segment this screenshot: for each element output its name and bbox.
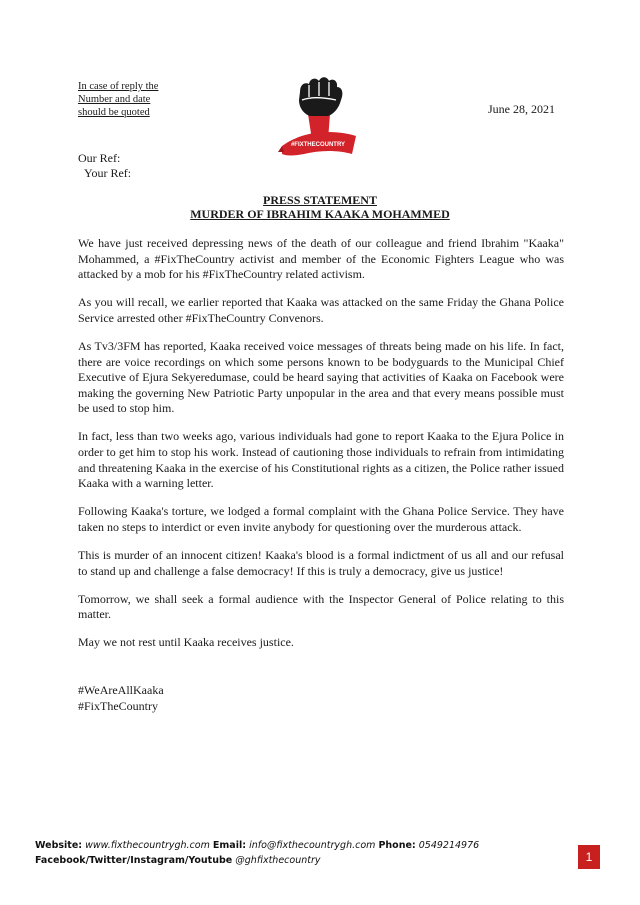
reply-note-line: Number and date: [78, 94, 151, 105]
phone-number: 0549214976: [418, 840, 480, 851]
contact-footer: [35, 838, 479, 868]
email-label: Email:: [212, 840, 247, 851]
page-number-badge: 1: [578, 845, 600, 869]
footer-social-line: [35, 853, 479, 868]
heading-subtitle: MURDER OF IBRAHIM KAAKA MOHAMMED: [190, 207, 450, 221]
hashtag: #WeAreAllKaaka: [78, 683, 164, 697]
fixthecountry-logo: [278, 70, 358, 160]
document-heading: [0, 193, 640, 221]
reply-note-line: In case of reply the: [78, 81, 159, 92]
paragraph: Following Kaaka's torture, we lodged a formal complaint with the Ghana Police Service. They have taken no steps to interdict or even invite anybody for questioning over the murderous attack.: [78, 504, 564, 534]
website-link[interactable]: www.fixthecountrygh.com: [85, 840, 210, 851]
email-link[interactable]: info@fixthecountrygh.com: [249, 840, 376, 851]
logo-banner-text: #FIXTHECOUNTRY: [290, 142, 346, 148]
statement-body: [78, 236, 564, 663]
paragraph: As you will recall, we earlier reported that Kaaka was attacked on the same Friday the Ghana Police Service arrested other #FixTheCountry Convenors.: [78, 295, 564, 325]
paragraph: May we not rest until Kaaka receives justice.: [78, 635, 294, 650]
statement-date: June 28, 2021: [488, 102, 555, 116]
paragraph: This is murder of an innocent citizen! Kaaka's blood is a formal indictment of us all and our refusal to stand up and challenge a false democracy! If this is truly a democracy, give us justice!: [78, 548, 564, 578]
raised-fist-icon: [299, 77, 342, 140]
hashtag: #FixTheCountry: [78, 699, 158, 713]
hashtag-block: [78, 682, 164, 714]
paragraph: As Tv3/3FM has reported, Kaaka received voice messages of threats being made on his life. In fact, there are voice recordings on which some persons known to be bodyguards to the Municipal Chief Executive of Ejura Sekyeredumase, could be heard saying that activities of Kaaka on Facebook were making the governing New Patriotic Party unpopular in the area and that every means possible must be used to stop him.: [78, 338, 564, 416]
reply-note-line: should be quoted: [78, 107, 150, 118]
paragraph: In fact, less than two weeks ago, various individuals had gone to report Kaaka to the Ejura Police in order to get him to stop his work. Instead of cautioning those individuals to refrain from intimidating and threatening Kaaka in the exercise of his Constitutional rights as a citizen, the Police rather issued Kaaka with a warning letter.: [78, 429, 564, 491]
paragraph: Tomorrow, we shall seek a formal audience with the Inspector General of Police relating to this matter.: [78, 591, 564, 622]
reply-note: [78, 80, 158, 119]
social-handle[interactable]: @ghfixthecountry: [235, 855, 321, 866]
website-label: Website:: [35, 840, 83, 851]
banner-ribbon: [278, 132, 356, 156]
reference-block: [78, 151, 131, 181]
your-ref-label: Your Ref:: [84, 166, 132, 180]
paragraph: We have just received depressing news of the death of our colleague and friend Ibrahim "Kaaka" Mohammed, a #FixTheCountry activist and member of the Economic Fighters League who was attacked by a mob for his #FixTheCountry related activism.: [78, 236, 564, 282]
phone-label: Phone:: [378, 840, 416, 851]
social-label: Facebook/Twitter/Instagram/Youtube: [35, 855, 233, 866]
heading-title: PRESS STATEMENT: [263, 193, 377, 207]
footer-contact-line: [35, 838, 479, 853]
our-ref-label: Our Ref:: [78, 151, 121, 165]
